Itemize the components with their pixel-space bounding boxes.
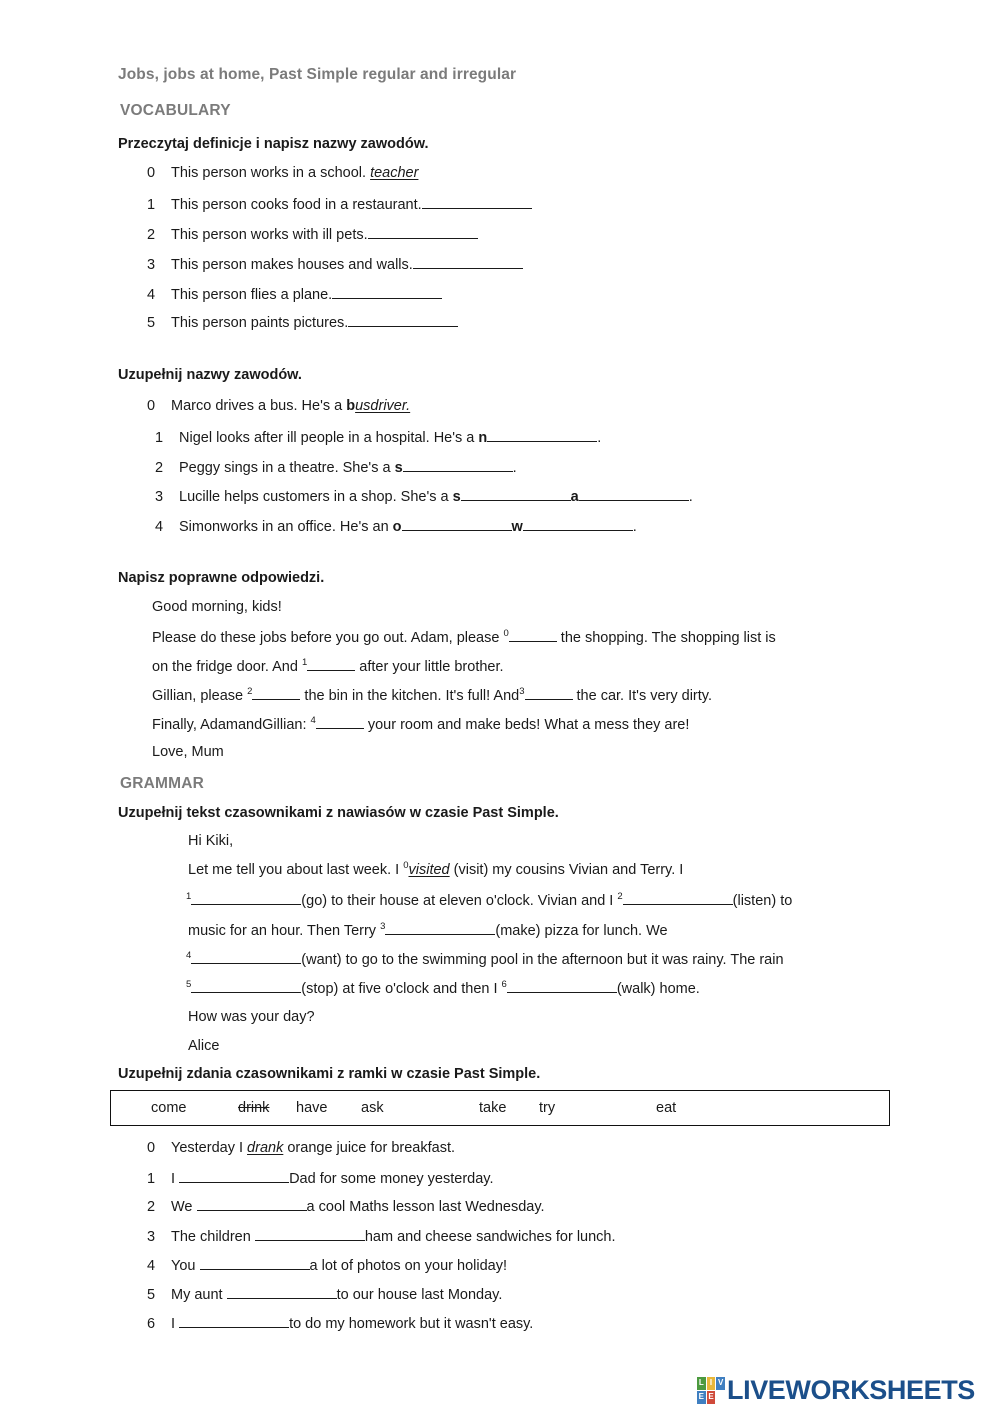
item-number: 4 (147, 287, 156, 303)
item-text: Lucille helps customers in a shop. She's a (179, 489, 453, 505)
blank-number: 2 (247, 686, 253, 698)
answer-blank-2[interactable] (525, 686, 573, 700)
answer-blank-2[interactable] (579, 487, 689, 501)
text-after-blank: a lot of photos on your holiday! (309, 1258, 507, 1274)
logo-tile-i: I (707, 1377, 716, 1390)
answer-blank[interactable] (487, 428, 597, 442)
word-bank-item[interactable]: try (539, 1100, 556, 1116)
item-hint-letter-2: a (570, 489, 579, 505)
item-text: Nigel looks after ill people in a hospital. He's a (179, 430, 479, 446)
item-text: Marco drives a bus. He's a (171, 398, 347, 414)
blank-number: 1 (186, 891, 192, 903)
list-item (147, 1285, 502, 1303)
item-number: 3 (147, 257, 156, 273)
text-before-blank: music for an hour. Then Terry (188, 923, 381, 939)
blank-number: 5 (186, 979, 192, 991)
item-number: 1 (155, 430, 164, 446)
blank-number: 4 (310, 715, 316, 727)
answer-blank[interactable] (255, 1227, 365, 1241)
text-before-answer: Let me tell you about last week. I (188, 862, 404, 878)
item-text: This person paints pictures. (171, 315, 349, 331)
text-before-blank: I (171, 1316, 180, 1332)
text-after-answer: orange juice for breakfast. (283, 1140, 456, 1156)
letter-line (152, 715, 689, 733)
item-answer: visited (408, 862, 450, 878)
list-item (147, 1197, 545, 1215)
logo-tile-l: L (697, 1377, 706, 1390)
liveworksheets-logo-icon (697, 1377, 725, 1404)
grammar-line (188, 862, 683, 878)
word-bank-item[interactable]: take (479, 1100, 507, 1116)
item-number: 0 (147, 398, 156, 414)
exercise4-instruction: Uzupełnij tekst czasownikami z nawiasów w czasie Past Simple. (118, 805, 559, 821)
exercise1-instruction: Przeczytaj definicje i napisz nazwy zawodów. (118, 136, 429, 152)
item-hint-letter: s (394, 460, 403, 476)
list-item (147, 1314, 533, 1332)
item-text: Simonworks in an office. He's an (179, 519, 393, 535)
list-item (147, 1256, 507, 1274)
word-bank-item[interactable]: eat (656, 1100, 677, 1116)
page-title: Jobs, jobs at home, Past Simple regular and irregular (118, 66, 517, 83)
text-mid: (go) to their house at eleven o'clock. Vivian and I (301, 893, 618, 909)
list-item (147, 195, 532, 213)
text-mid: (stop) at five o'clock and then I (301, 981, 502, 997)
item-number: 4 (147, 1258, 156, 1274)
answer-blank-2[interactable] (523, 517, 633, 531)
item-answer: drank (247, 1140, 284, 1156)
text-after-blank: to our house last Monday. (336, 1287, 503, 1303)
letter-line (152, 686, 712, 704)
item-hint-letter: n (478, 430, 488, 446)
answer-blank[interactable] (191, 979, 301, 993)
answer-blank[interactable] (332, 285, 442, 299)
item-hint-letter-2: w (511, 519, 523, 535)
list-item (155, 428, 601, 446)
item-text: This person works in a school. (171, 165, 367, 181)
blank-number-2: 3 (519, 686, 525, 698)
grammar-question: How was your day? (188, 1009, 315, 1025)
word-bank-item[interactable]: ask (361, 1100, 384, 1116)
word-bank-item[interactable]: drink (238, 1100, 270, 1116)
blank-number-2: 6 (501, 979, 507, 991)
text-after-blank: (want) to go to the swimming pool in the afternoon but it was rainy. The rain (301, 952, 784, 968)
item-text: This person flies a plane. (171, 287, 333, 303)
answer-blank[interactable] (422, 195, 532, 209)
list-item (147, 255, 523, 273)
grammar-line (188, 921, 668, 939)
answer-blank[interactable] (191, 891, 301, 905)
answer-blank[interactable] (179, 1314, 289, 1328)
item-number: 0 (147, 1140, 156, 1156)
logo-tile-empty (716, 1391, 725, 1404)
answer-blank-2[interactable] (507, 979, 617, 993)
text-before-blank: on the fridge door. And (152, 659, 302, 675)
item-hint-letter: o (392, 519, 402, 535)
list-item (147, 1227, 616, 1245)
text-before-blank: I (171, 1171, 180, 1187)
exercise3-instruction: Napisz poprawne odpowiedzi. (118, 570, 325, 586)
letter-line (152, 657, 504, 675)
list-item (155, 458, 517, 476)
liveworksheets-logo[interactable] (697, 1373, 975, 1407)
item-text: Peggy sings in a theatre. She's a (179, 460, 395, 476)
letter-signoff: Love, Mum (152, 744, 224, 760)
word-bank-box (110, 1090, 890, 1126)
blank-number: 4 (186, 950, 192, 962)
text-before-blank: You (171, 1258, 200, 1274)
text-after-blank: Dad for some money yesterday. (289, 1171, 494, 1187)
list-item (147, 1140, 455, 1156)
answer-blank[interactable] (191, 950, 301, 964)
grammar-line (186, 950, 784, 968)
answer-blank[interactable] (348, 313, 458, 327)
text-before-blank: Gillian, please (152, 688, 248, 704)
section-heading-vocabulary: VOCABULARY (120, 102, 231, 119)
word-bank-item[interactable]: come (151, 1100, 187, 1116)
answer-blank-2[interactable] (623, 891, 733, 905)
list-item (147, 165, 418, 181)
answer-blank[interactable] (509, 628, 557, 642)
answer-blank[interactable] (385, 921, 495, 935)
list-item (147, 1169, 494, 1187)
list-item (147, 225, 478, 243)
item-text: This person works with ill pets. (171, 227, 368, 243)
answer-blank[interactable] (252, 686, 300, 700)
section-heading-grammar: GRAMMAR (120, 775, 205, 792)
item-text: This person makes houses and walls. (171, 257, 413, 273)
list-item (147, 285, 442, 303)
item-suffix: . (597, 430, 602, 446)
blank-number: 0 (403, 860, 409, 872)
letter-greeting: Good morning, kids! (152, 599, 282, 615)
item-number: 3 (147, 1229, 156, 1245)
blank-number: 3 (380, 921, 386, 933)
answer-blank[interactable] (402, 517, 512, 531)
item-text: This person cooks food in a restaurant. (171, 197, 422, 213)
text-after-blank: ham and cheese sandwiches for lunch. (364, 1229, 616, 1245)
text-mid: the bin in the kitchen. It's full! And (300, 688, 520, 704)
item-answer: usd (355, 398, 379, 414)
text-before-blank: We (171, 1199, 197, 1215)
letter-line (152, 628, 776, 646)
text-before-blank: The children (171, 1229, 255, 1245)
answer-blank[interactable] (403, 458, 513, 472)
list-item (155, 517, 637, 535)
item-number: 2 (147, 227, 156, 243)
blank-number: 0 (503, 628, 509, 640)
text-after-blank: your room and make beds! What a mess they are! (363, 717, 690, 733)
list-item (147, 313, 458, 331)
text-after-blank: after your little brother. (355, 659, 504, 675)
answer-blank[interactable] (200, 1256, 310, 1270)
grammar-line (186, 979, 700, 997)
answer-blank[interactable] (368, 225, 478, 239)
answer-blank[interactable] (227, 1285, 337, 1299)
answer-blank[interactable] (307, 657, 355, 671)
answer-blank[interactable] (197, 1197, 307, 1211)
item-answer: teacher (370, 165, 419, 181)
text-after-blank: a cool Maths lesson last Wednesday. (306, 1199, 545, 1215)
item-number: 6 (147, 1316, 156, 1332)
list-item (155, 487, 693, 505)
item-suffix: . (512, 460, 517, 476)
text-before-answer: Yesterday I (171, 1140, 248, 1156)
answer-blank[interactable] (413, 255, 523, 269)
grammar-greeting: Hi Kiki, (188, 833, 234, 849)
logo-tile-e-blue: E (697, 1391, 706, 1404)
answer-blank[interactable] (316, 715, 364, 729)
item-number: 3 (155, 489, 164, 505)
text-before-blank: Please do these jobs before you go out. Adam, please (152, 630, 504, 646)
list-item (147, 398, 410, 414)
item-number: 4 (155, 519, 164, 535)
text-before-blank: Finally, AdamandGillian: (152, 717, 311, 733)
exercise2-instruction: Uzupełnij nazwy zawodów. (118, 367, 302, 383)
item-answer: river. (378, 398, 411, 414)
text-after-blank: (listen) to (732, 893, 793, 909)
item-number: 2 (147, 1199, 156, 1215)
item-number: 0 (147, 165, 156, 181)
item-number: 1 (147, 1171, 156, 1187)
exercise5-instruction: Uzupełnij zdania czasownikami z ramki w czasie Past Simple. (118, 1066, 541, 1082)
item-number: 5 (147, 1287, 156, 1303)
text-before-blank: My aunt (171, 1287, 227, 1303)
text-after-blank: (walk) home. (616, 981, 700, 997)
grammar-signoff: Alice (188, 1038, 220, 1054)
answer-blank[interactable] (179, 1169, 289, 1183)
item-number: 1 (147, 197, 156, 213)
blank-number-2: 2 (617, 891, 623, 903)
item-number: 2 (155, 460, 164, 476)
item-hint-letter: s (452, 489, 461, 505)
logo-tile-e-red: E (707, 1391, 716, 1404)
grammar-line (186, 891, 792, 909)
text-after-blank: the shopping. The shopping list is (556, 630, 776, 646)
item-number: 5 (147, 315, 156, 331)
brand-text: LIVEWORKSHEETS (727, 1374, 975, 1405)
text-after-blank: to do my homework but it wasn't easy. (289, 1316, 534, 1332)
answer-blank[interactable] (461, 487, 571, 501)
text-after-blank: the car. It's very dirty. (572, 688, 712, 704)
text-after-blank: (make) pizza for lunch. We (495, 923, 668, 939)
logo-tile-v: V (716, 1377, 725, 1390)
word-bank-item[interactable]: have (296, 1100, 328, 1116)
item-suffix: . (632, 519, 637, 535)
text-after-answer: (visit) my cousins Vivian and Terry. I (449, 862, 684, 878)
blank-number: 1 (301, 657, 308, 669)
item-suffix: . (688, 489, 693, 505)
word-bank-inner (111, 1091, 889, 1125)
item-hint-letter: b (346, 398, 356, 414)
